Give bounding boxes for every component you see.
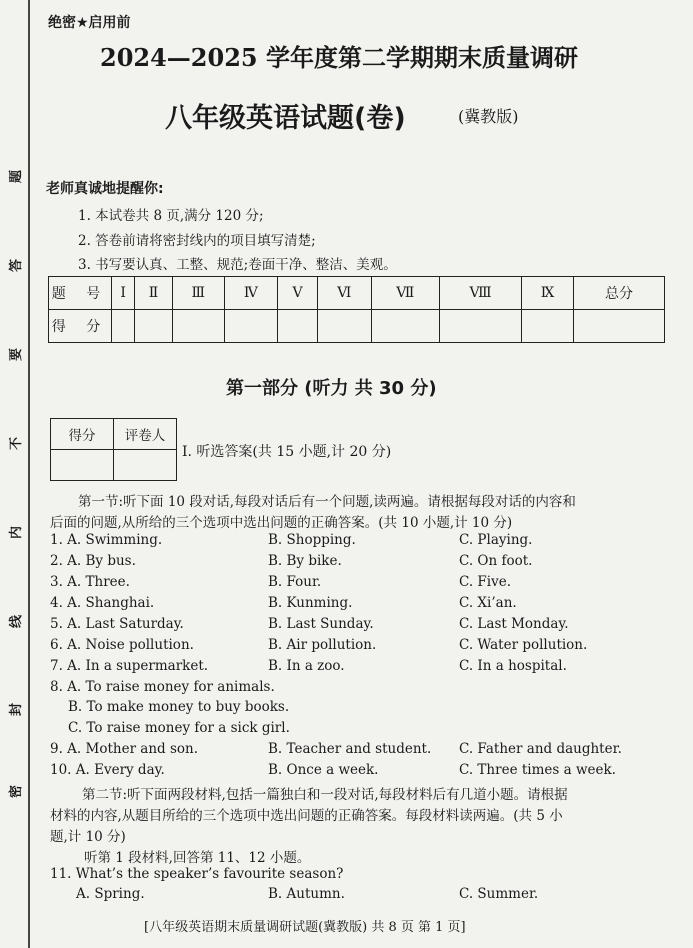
option-c: C. To raise money for a sick girl.	[68, 720, 290, 736]
grader-table	[50, 418, 177, 481]
option-c: C. Father and daughter.	[459, 741, 622, 757]
option-c: C. Three times a week.	[459, 762, 616, 778]
option-a: 6. A. Noise pollution.	[50, 637, 194, 653]
option-a: 7. A. In a supermarket.	[50, 658, 209, 674]
option-a: 2. A. By bus.	[50, 553, 136, 569]
option-a: 4. A. Shanghai.	[50, 595, 155, 611]
reminder-item: 1. 本试卷共 8 页,满分 120 分;	[78, 208, 264, 224]
score-table-label: 题 号	[49, 277, 112, 310]
section-title: Ⅰ. 听选答案(共 15 小题,计 20 分)	[182, 444, 392, 460]
option-b: B. Last Sunday.	[268, 616, 374, 632]
option-c: C. In a hospital.	[459, 658, 567, 674]
seal-char: 密	[9, 784, 25, 799]
option-b: B. Shopping.	[268, 532, 356, 548]
score-cell[interactable]	[278, 310, 318, 343]
option-c: C. Water pollution.	[459, 637, 588, 653]
score-col-header: Ⅷ	[439, 277, 521, 310]
grader-score-label: 得分	[51, 419, 114, 450]
option-b: B. To make money to buy books.	[68, 699, 290, 715]
seal-char: 要	[9, 347, 25, 362]
option-a: 1. A. Swimming.	[50, 532, 163, 548]
grader-name-cell[interactable]	[114, 450, 177, 481]
score-col-header: Ⅶ	[371, 277, 439, 310]
instruction-text: 第一节:听下面 10 段对话,每段对话后有一个问题,读两遍。请根据每段对话的内容和	[78, 494, 576, 510]
option-a: A. Spring.	[76, 886, 145, 902]
option-b: B. Four.	[268, 574, 322, 590]
page-footer: [八年级英语期末质量调研试题(冀教版) 共 8 页 第 1 页]	[144, 920, 466, 935]
part-title: 第一部分 (听力 共 30 分)	[226, 378, 437, 399]
option-c: C. Playing.	[459, 532, 533, 548]
question-stem: 11. What’s the speaker’s favourite season?	[50, 866, 344, 882]
grader-score-cell[interactable]	[51, 450, 114, 481]
score-col-header: Ⅵ	[317, 277, 371, 310]
score-col-header: Ⅲ	[172, 277, 224, 310]
secret-label: 绝密★启用前	[48, 15, 131, 31]
score-table-header-row	[49, 277, 665, 310]
score-cell[interactable]	[317, 310, 371, 343]
option-c: C. Summer.	[459, 886, 539, 902]
option-b: B. Kunming.	[268, 595, 353, 611]
option-a: 10. A. Every day.	[50, 762, 165, 778]
instruction-text: 材料的内容,从题目所给的三个选项中选出问题的正确答案。每段材料读两遍。(共 5 小	[50, 808, 563, 824]
option-a: 9. A. Mother and son.	[50, 741, 199, 757]
score-col-header: Ⅰ	[112, 277, 135, 310]
option-b: B. Teacher and student.	[268, 741, 432, 757]
option-b: B. Air pollution.	[268, 637, 377, 653]
seal-char: 线	[9, 614, 25, 629]
option-b: B. In a zoo.	[268, 658, 345, 674]
seal-char: 内	[9, 525, 25, 540]
material-intro: 听第 1 段材料,回答第 11、12 小题。	[84, 850, 311, 866]
option-a: 8. A. To raise money for animals.	[50, 679, 275, 695]
score-col-header: 总分	[574, 277, 665, 310]
score-cell[interactable]	[439, 310, 521, 343]
instruction-text: 第二节:听下面两段材料,包括一篇独白和一段对话,每段材料后有几道小题。请根据	[82, 787, 568, 803]
seal-char: 封	[9, 702, 25, 717]
instruction-text: 题,计 10 分)	[50, 829, 126, 845]
score-table-label: 得 分	[49, 310, 112, 343]
option-b: B. Once a week.	[268, 762, 379, 778]
seal-char: 答	[9, 258, 25, 273]
seal-line	[28, 0, 30, 948]
option-b: B. By bike.	[268, 553, 342, 569]
score-cell[interactable]	[574, 310, 665, 343]
score-col-header: Ⅳ	[224, 277, 278, 310]
score-table-score-row	[49, 310, 665, 343]
option-a: 5. A. Last Saturday.	[50, 616, 184, 632]
score-table	[48, 276, 665, 343]
option-c: C. On foot.	[459, 553, 533, 569]
exam-title: 2024—2025 学年度第二学期期末质量调研	[100, 43, 578, 72]
score-col-header: Ⅴ	[278, 277, 318, 310]
score-cell[interactable]	[135, 310, 173, 343]
score-cell[interactable]	[371, 310, 439, 343]
score-cell[interactable]	[172, 310, 224, 343]
seal-char: 不	[9, 436, 25, 451]
option-c: C. Last Monday.	[459, 616, 569, 632]
grader-name-label: 评卷人	[114, 419, 177, 450]
option-b: B. Autumn.	[268, 886, 345, 902]
score-col-header: Ⅱ	[135, 277, 173, 310]
score-cell[interactable]	[522, 310, 574, 343]
seal-char: 题	[9, 169, 25, 184]
score-col-header: Ⅸ	[522, 277, 574, 310]
reminder-item: 3. 书写要认真、工整、规范;卷面干净、整洁、美观。	[78, 257, 397, 273]
score-cell[interactable]	[224, 310, 278, 343]
exam-subtitle: 八年级英语试题(卷)	[165, 103, 406, 134]
reminder-item: 2. 答卷前请将密封线内的项目填写清楚;	[78, 233, 316, 249]
reminder-heading: 老师真诚地提醒你:	[46, 181, 164, 197]
option-c: C. Xi’an.	[459, 595, 517, 611]
edition-label: (冀教版)	[458, 107, 519, 126]
seal-margin	[0, 0, 40, 948]
score-cell[interactable]	[112, 310, 135, 343]
option-c: C. Five.	[459, 574, 512, 590]
instruction-text: 后面的问题,从所给的三个选项中选出问题的正确答案。(共 10 小题,计 10 分)	[50, 515, 513, 531]
option-a: 3. A. Three.	[50, 574, 130, 590]
